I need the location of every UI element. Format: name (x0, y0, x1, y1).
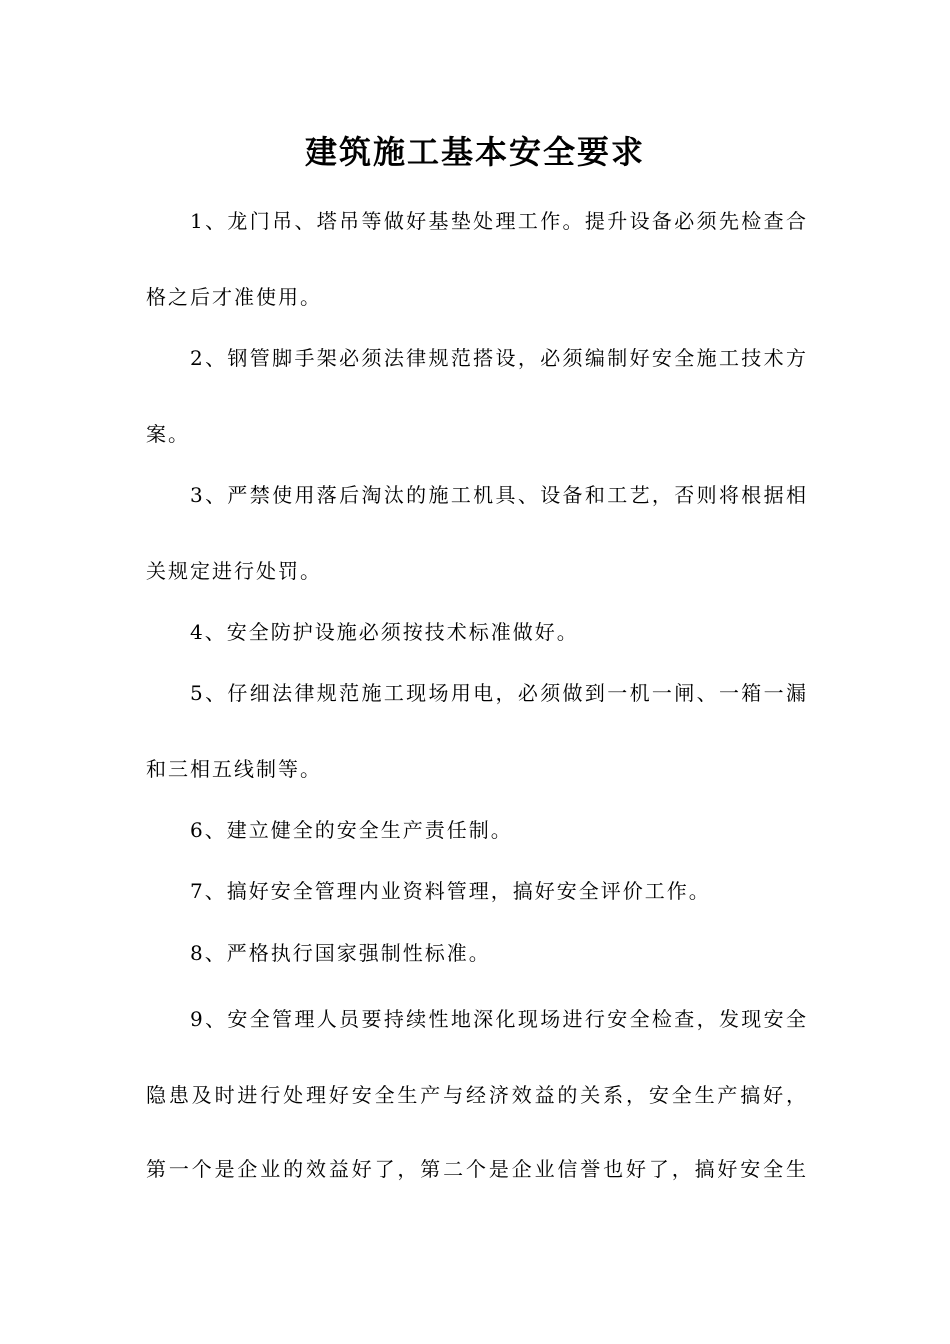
paragraph-line: 案。 (146, 422, 190, 446)
paragraph-line: 7、搞好安全管理内业资料管理，搞好安全评价工作。 (190, 879, 711, 903)
paragraph-line: 5、仔细法律规范施工现场用电，必须做到一机一闸、一箱一漏 (190, 681, 806, 705)
paragraph-line: 2、钢管脚手架必须法律规范搭设，必须编制好安全施工技术方 (190, 346, 806, 370)
paragraph-line: 9、安全管理人员要持续性地深化现场进行安全检查，发现安全 (190, 1007, 806, 1031)
document-title: 建筑施工基本安全要求 (304, 133, 645, 171)
paragraph-line: 3、严禁使用落后淘汰的施工机具、设备和工艺，否则将根据相 (190, 483, 806, 507)
paragraph-line: 隐患及时进行处理好安全生产与经济效益的关系，安全生产搞好， (146, 1083, 806, 1107)
paragraph-line: 和三相五线制等。 (146, 757, 322, 781)
paragraph-line: 1、龙门吊、塔吊等做好基垫处理工作。提升设备必须先检查合 (190, 209, 806, 233)
paragraph-line: 第一个是企业的效益好了，第二个是企业信誉也好了，搞好安全生 (146, 1157, 806, 1181)
paragraph-line: 8、严格执行国家强制性标准。 (190, 941, 491, 965)
paragraph-line: 6、建立健全的安全生产责任制。 (190, 818, 513, 842)
paragraph-line: 格之后才准使用。 (146, 285, 322, 309)
paragraph-line: 关规定进行处罚。 (146, 559, 322, 583)
paragraph-line: 4、安全防护设施必须按技术标准做好。 (190, 620, 579, 644)
